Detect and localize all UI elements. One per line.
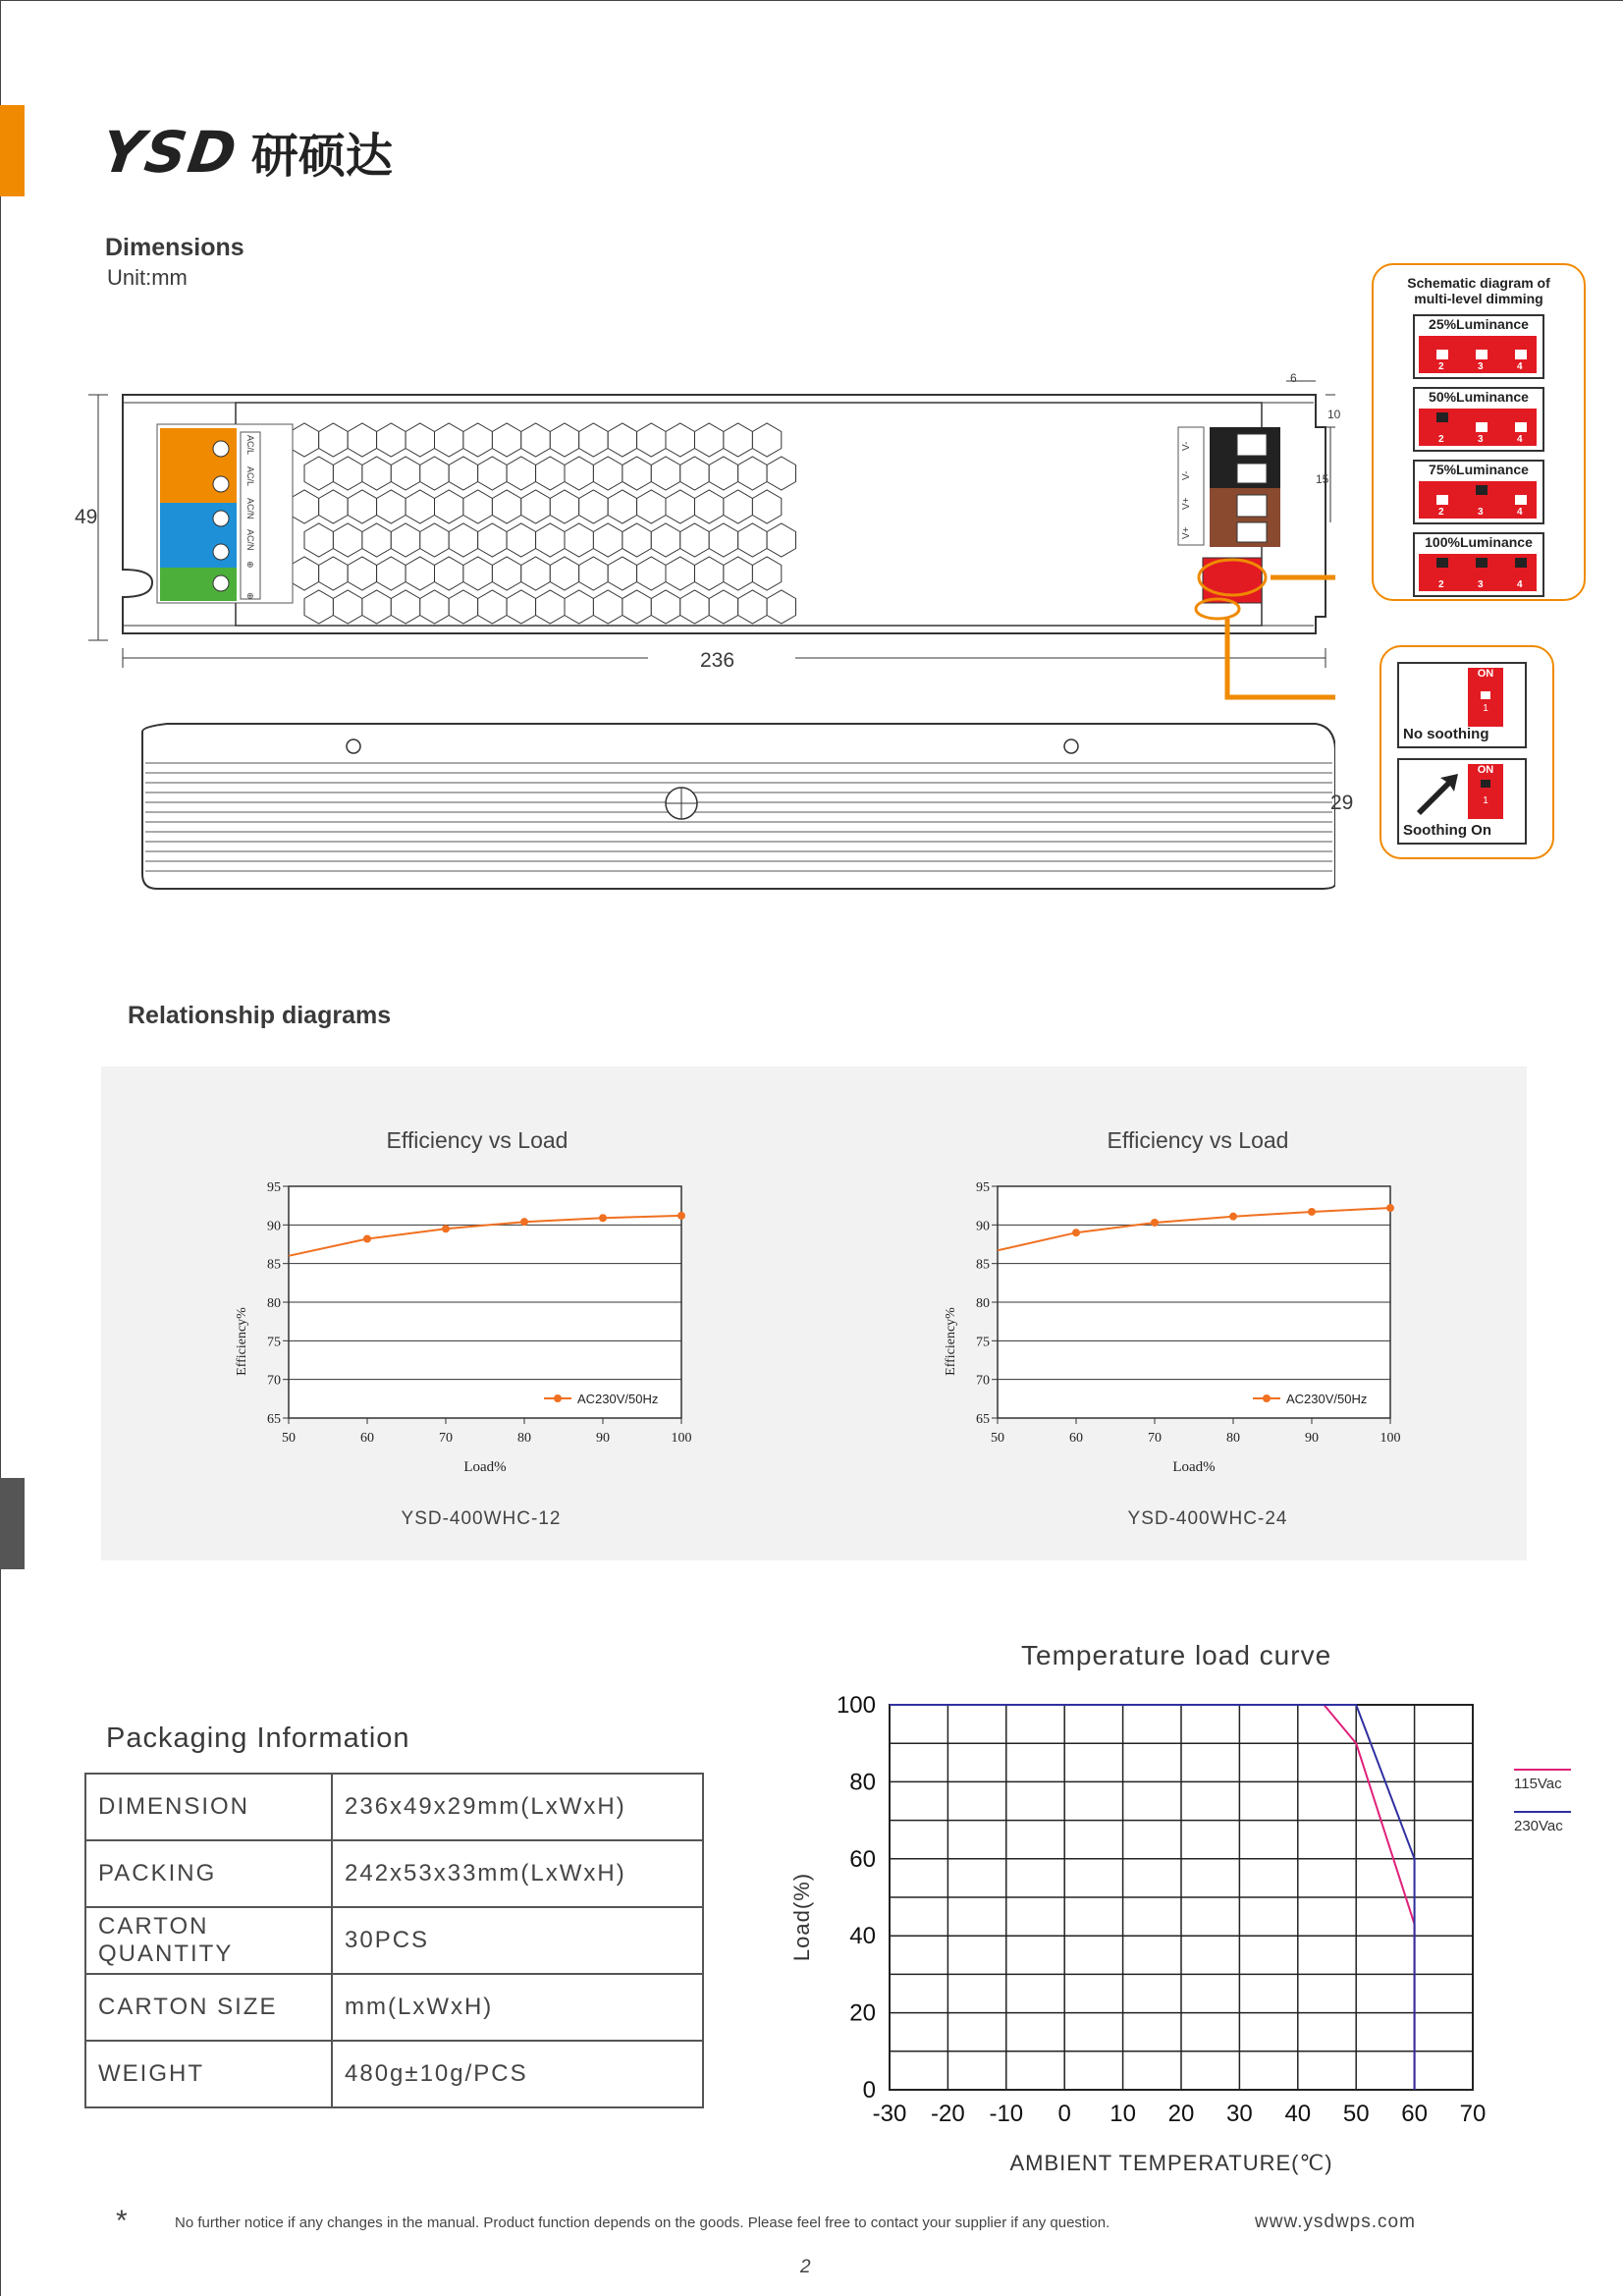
switch-number: 4 xyxy=(1517,507,1523,518)
dim-length: 236 xyxy=(700,649,735,672)
table-row xyxy=(85,1774,703,1840)
no-soothing-panel xyxy=(1397,662,1527,748)
table-row xyxy=(85,1974,703,2041)
x-tick-label: -20 xyxy=(931,2101,965,2127)
input-label: AC/L xyxy=(245,466,255,487)
luminance-label: 100%Luminance xyxy=(1425,534,1533,550)
dimming-schematic xyxy=(1372,263,1586,601)
on-label: ON xyxy=(1477,764,1494,776)
brand-latin: YSD xyxy=(97,118,243,186)
dimming-title-line2: multi-level dimming xyxy=(1414,291,1543,306)
x-tick-label: 60 xyxy=(1069,1431,1083,1446)
packaging-title: Packaging Information xyxy=(106,1722,410,1754)
data-point xyxy=(599,1214,607,1222)
input-label: AC/N xyxy=(245,498,255,519)
x-tick-label: 50 xyxy=(1342,2101,1370,2127)
y-tick-label: 90 xyxy=(976,1219,990,1234)
luminance-level xyxy=(1413,532,1544,597)
row-value: 30PCS xyxy=(332,1907,703,1974)
input-label: ⊕ xyxy=(245,592,255,600)
x-tick-label: 100 xyxy=(1380,1431,1401,1446)
output-terminal-labels xyxy=(1180,435,1194,537)
row-key: CARTON SIZE xyxy=(85,1974,332,2041)
switch-number: 2 xyxy=(1438,579,1444,590)
switch-number: 3 xyxy=(1478,507,1484,518)
y-tick-label: 70 xyxy=(267,1373,281,1389)
table-row xyxy=(85,2041,703,2107)
chart-title: Efficiency vs Load xyxy=(1107,1127,1289,1153)
dimming-title-line1: Schematic diagram of xyxy=(1407,275,1550,291)
luminance-label: 25%Luminance xyxy=(1429,316,1529,332)
switch-number: 3 xyxy=(1478,579,1484,590)
y-tick-label: 90 xyxy=(267,1219,281,1234)
row-key: PACKING xyxy=(85,1840,332,1907)
switch-number: 2 xyxy=(1438,361,1444,372)
soothing-schematic xyxy=(1380,645,1554,859)
x-tick-label: 90 xyxy=(1305,1431,1319,1446)
output-label: V+ xyxy=(1181,526,1192,539)
x-tick-label: 80 xyxy=(517,1431,531,1446)
y-tick-label: 20 xyxy=(849,1999,876,2027)
model-name: YSD-400WHC-24 xyxy=(1127,1508,1288,1529)
y-tick-label: 95 xyxy=(976,1180,990,1195)
output-label: V+ xyxy=(1181,497,1192,510)
dim-depth: 29 xyxy=(1330,792,1354,814)
x-tick-label: -30 xyxy=(872,2101,907,2127)
switch-number: 1 xyxy=(1483,703,1488,714)
brand-logo xyxy=(97,118,393,186)
x-tick-label: 90 xyxy=(596,1431,610,1446)
x-tick-label: 60 xyxy=(1401,2101,1428,2127)
y-tick-label: 80 xyxy=(976,1296,990,1311)
data-point xyxy=(1386,1204,1394,1212)
dip-switch-icon xyxy=(1419,336,1537,373)
switch-knob-icon xyxy=(1481,691,1490,699)
efficiency-chart-24v xyxy=(935,1169,1406,1483)
y-tick-label: 85 xyxy=(976,1257,990,1273)
soothing-on-label: Soothing On xyxy=(1403,822,1491,839)
row-key: DIMENSION xyxy=(85,1774,332,1840)
x-tick-label: 70 xyxy=(439,1431,453,1446)
switch-knob-icon xyxy=(1436,495,1448,505)
on-label: ON xyxy=(1477,668,1494,680)
switch-number: 4 xyxy=(1517,579,1523,590)
page-edge-rule xyxy=(0,0,1,2296)
y-tick-label: 75 xyxy=(267,1335,281,1350)
row-value: 480g±10g/PCS xyxy=(332,2041,703,2107)
x-tick-label: 100 xyxy=(671,1431,692,1446)
table-row xyxy=(85,1907,703,1974)
side-tab xyxy=(0,1478,25,1569)
switch-number: 4 xyxy=(1517,434,1523,445)
switch-knob-icon xyxy=(1481,780,1490,788)
switch-number: 4 xyxy=(1517,361,1523,372)
x-tick-label: 30 xyxy=(1226,2101,1253,2127)
relationship-title: Relationship diagrams xyxy=(128,1002,392,1029)
dip-switch-icon xyxy=(1419,409,1537,446)
data-point xyxy=(1229,1213,1237,1221)
x-tick-label: 20 xyxy=(1167,2101,1195,2127)
legend-label: AC230V/50Hz xyxy=(577,1392,659,1406)
input-label: AC/L xyxy=(245,435,255,456)
model-name: YSD-400WHC-12 xyxy=(401,1508,562,1529)
y-tick-label: 95 xyxy=(267,1180,281,1195)
temperature-load-chart xyxy=(776,1689,1620,2180)
dim-height: 49 xyxy=(75,506,98,528)
legend-label: AC230V/50Hz xyxy=(1286,1392,1368,1406)
dim-10: 10 xyxy=(1327,408,1341,421)
luminance-level xyxy=(1413,314,1544,379)
dip-switch-icon xyxy=(1468,764,1503,819)
x-axis-label: Load% xyxy=(463,1459,507,1475)
luminance-level xyxy=(1413,387,1544,452)
x-tick-label: 0 xyxy=(1057,2101,1071,2127)
switch-number: 1 xyxy=(1483,795,1488,806)
switch-number: 2 xyxy=(1438,434,1444,445)
legend-115vac: 115Vac xyxy=(1514,1776,1562,1792)
data-point xyxy=(1151,1219,1159,1227)
switch-knob-icon xyxy=(1476,350,1488,359)
packaging-table xyxy=(84,1773,704,2108)
page-top-rule xyxy=(0,0,1623,1)
switch-number: 3 xyxy=(1478,361,1484,372)
y-tick-label: 80 xyxy=(267,1296,281,1311)
y-axis-label: Efficiency% xyxy=(235,1307,249,1376)
dim-15: 15 xyxy=(1316,472,1329,486)
x-tick-label: 70 xyxy=(1459,2101,1487,2127)
dimensions-unit: Unit:mm xyxy=(107,265,188,290)
dimensions-title: Dimensions xyxy=(105,234,244,261)
x-tick-label: 40 xyxy=(1284,2101,1312,2127)
switch-knob-icon xyxy=(1436,558,1448,568)
dip-switch-icon xyxy=(1468,668,1503,727)
brand-cjk: 研硕达 xyxy=(250,129,393,184)
side-view xyxy=(142,724,1335,889)
row-value: 242x53x33mm(LxWxH) xyxy=(332,1840,703,1907)
temperature-title: Temperature load curve xyxy=(1021,1640,1332,1670)
switch-number: 2 xyxy=(1438,507,1444,518)
y-axis-label: Load(%) xyxy=(789,1872,814,1962)
data-point xyxy=(363,1234,371,1242)
row-value: 236x49x29mm(LxWxH) xyxy=(332,1774,703,1840)
x-tick-label: -10 xyxy=(989,2101,1024,2127)
switch-knob-icon xyxy=(1476,485,1488,495)
row-key: CARTON QUANTITY xyxy=(85,1907,332,1974)
input-terminal-labels xyxy=(243,433,257,604)
data-point xyxy=(1072,1229,1080,1236)
y-tick-label: 60 xyxy=(849,1845,876,1873)
switch-knob-icon xyxy=(1476,558,1488,568)
y-tick-label: 80 xyxy=(849,1769,876,1796)
data-point xyxy=(677,1212,685,1220)
y-axis-label: Efficiency% xyxy=(944,1307,958,1376)
soothing-on-panel xyxy=(1397,758,1527,845)
x-tick-label: 50 xyxy=(282,1431,296,1446)
switch-knob-icon xyxy=(1515,422,1527,432)
y-tick-label: 40 xyxy=(849,1923,876,1950)
legend-marker xyxy=(1263,1394,1271,1402)
y-tick-label: 75 xyxy=(976,1335,990,1350)
footer-notice: No further notice if any changes in the manual. Product function depends on the goods. Please feel free to contact your supplier if any question. xyxy=(175,2214,1110,2231)
soothing-arrow-icon xyxy=(1413,770,1462,815)
data-point xyxy=(520,1218,528,1226)
x-axis-label: AMBIENT TEMPERATURE(℃) xyxy=(1009,2151,1333,2175)
row-value: mm(LxWxH) xyxy=(332,1974,703,2041)
dim-6: 6 xyxy=(1290,371,1297,385)
footnote-star: * xyxy=(116,2205,128,2237)
page-number: 2 xyxy=(800,2257,811,2277)
row-key: WEIGHT xyxy=(85,2041,332,2107)
output-label: V- xyxy=(1181,441,1192,451)
luminance-level xyxy=(1413,460,1544,524)
table-row xyxy=(85,1840,703,1907)
y-tick-label: 100 xyxy=(836,1692,876,1719)
dip-switch-icon xyxy=(1419,481,1537,519)
switch-knob-icon xyxy=(1436,412,1448,422)
chart-title: Efficiency vs Load xyxy=(386,1127,568,1153)
switch-knob-icon xyxy=(1515,350,1527,359)
legend-230vac: 230Vac xyxy=(1514,1818,1563,1834)
switch-knob-icon xyxy=(1436,350,1448,359)
x-tick-label: 70 xyxy=(1148,1431,1162,1446)
accent-bar xyxy=(0,105,25,196)
y-tick-label: 70 xyxy=(976,1373,990,1389)
data-point xyxy=(442,1225,450,1232)
footer-url: www.ysdwps.com xyxy=(1255,2212,1416,2232)
luminance-label: 50%Luminance xyxy=(1429,389,1529,405)
input-label: ⊕ xyxy=(245,561,255,569)
dip-switch-icon xyxy=(1419,554,1537,591)
luminance-label: 75%Luminance xyxy=(1429,462,1529,477)
x-axis-label: Load% xyxy=(1172,1459,1216,1475)
input-label: AC/N xyxy=(245,529,255,551)
switch-knob-icon xyxy=(1476,422,1488,432)
data-point xyxy=(1308,1208,1316,1216)
output-label: V- xyxy=(1181,470,1192,480)
efficiency-chart-12v xyxy=(226,1169,697,1483)
x-tick-label: 80 xyxy=(1226,1431,1240,1446)
y-tick-label: 0 xyxy=(862,2077,876,2104)
y-tick-label: 85 xyxy=(267,1257,281,1273)
switch-knob-icon xyxy=(1515,558,1527,568)
switch-number: 3 xyxy=(1478,434,1484,445)
x-tick-label: 60 xyxy=(360,1431,374,1446)
x-tick-label: 10 xyxy=(1109,2101,1136,2127)
x-tick-label: 50 xyxy=(991,1431,1004,1446)
legend-marker xyxy=(554,1394,562,1402)
switch-knob-icon xyxy=(1515,495,1527,505)
no-soothing-label: No soothing xyxy=(1403,726,1489,742)
y-tick-label: 65 xyxy=(267,1412,281,1427)
y-tick-label: 65 xyxy=(976,1412,990,1427)
